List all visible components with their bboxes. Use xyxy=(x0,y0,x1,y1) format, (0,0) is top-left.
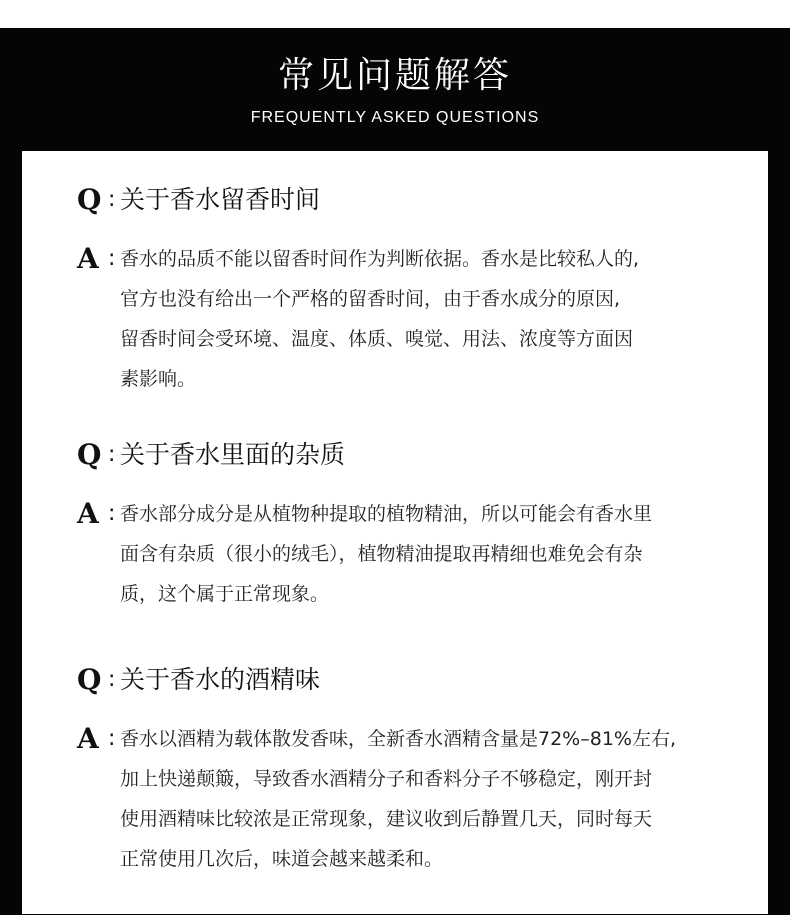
answer-marker: A xyxy=(77,497,99,530)
question-colon: : xyxy=(108,442,116,467)
faq-item xyxy=(77,183,757,399)
answer-row xyxy=(77,722,757,879)
answer-colon: : xyxy=(108,726,116,751)
answer-line: 使用酒精味比较浓是正常现象，建议收到后静置几天，同时每天 xyxy=(120,808,653,830)
question-text: 关于香水里面的杂质 xyxy=(120,440,346,469)
answer-text xyxy=(120,719,757,879)
question-colon: : xyxy=(108,667,116,692)
answer-text xyxy=(120,239,757,399)
answer-row xyxy=(77,242,757,399)
question-marker: Q xyxy=(77,663,102,696)
answer-line: 正常使用几次后，味道会越来越柔和。 xyxy=(120,848,444,870)
page-title: 常见问题解答 xyxy=(277,55,512,96)
answer-line: 留香时间会受环境、温度、体质、嗅觉、用法、浓度等方面因 xyxy=(120,328,634,350)
answer-colon: : xyxy=(108,501,116,526)
answer-line: 质，这个属于正常现象。 xyxy=(120,583,330,605)
answer-line: 香水的品质不能以留香时间作为判断依据。香水是比较私人的, xyxy=(120,248,640,270)
question-marker: Q xyxy=(77,438,102,471)
answer-row xyxy=(77,497,757,614)
page-subtitle: FREQUENTLY ASKED QUESTIONS xyxy=(250,109,540,126)
answer-line: 面含有杂质（很小的绒毛），植物精油提取再精细也难免会有杂 xyxy=(120,543,643,565)
answer-marker: A xyxy=(77,722,99,755)
answer-line: 香水以酒精为载体散发香味，全新香水酒精含量是72%–81%左右, xyxy=(120,728,677,750)
question-colon: : xyxy=(108,187,116,212)
page-frame xyxy=(0,28,790,915)
faq-item xyxy=(77,663,757,879)
faq-header xyxy=(0,28,790,150)
answer-line: 香水部分成分是从植物种提取的植物精油，所以可能会有香水里 xyxy=(120,503,653,525)
faq-panel xyxy=(22,151,768,914)
question-row xyxy=(77,183,757,217)
answer-line: 素影响。 xyxy=(120,368,197,390)
question-text: 关于香水留香时间 xyxy=(120,185,321,214)
faq-item xyxy=(77,438,757,614)
answer-line: 官方也没有给出一个严格的留香时间，由于香水成分的原因, xyxy=(120,288,621,310)
question-text: 关于香水的酒精味 xyxy=(120,665,321,694)
answer-colon: : xyxy=(108,246,116,271)
answer-text xyxy=(120,494,757,614)
question-marker: Q xyxy=(77,183,102,216)
question-row xyxy=(77,663,757,697)
answer-marker: A xyxy=(77,242,99,275)
answer-line: 加上快递颠簸，导致香水酒精分子和香料分子不够稳定，刚开封 xyxy=(120,768,653,790)
question-row xyxy=(77,438,757,472)
